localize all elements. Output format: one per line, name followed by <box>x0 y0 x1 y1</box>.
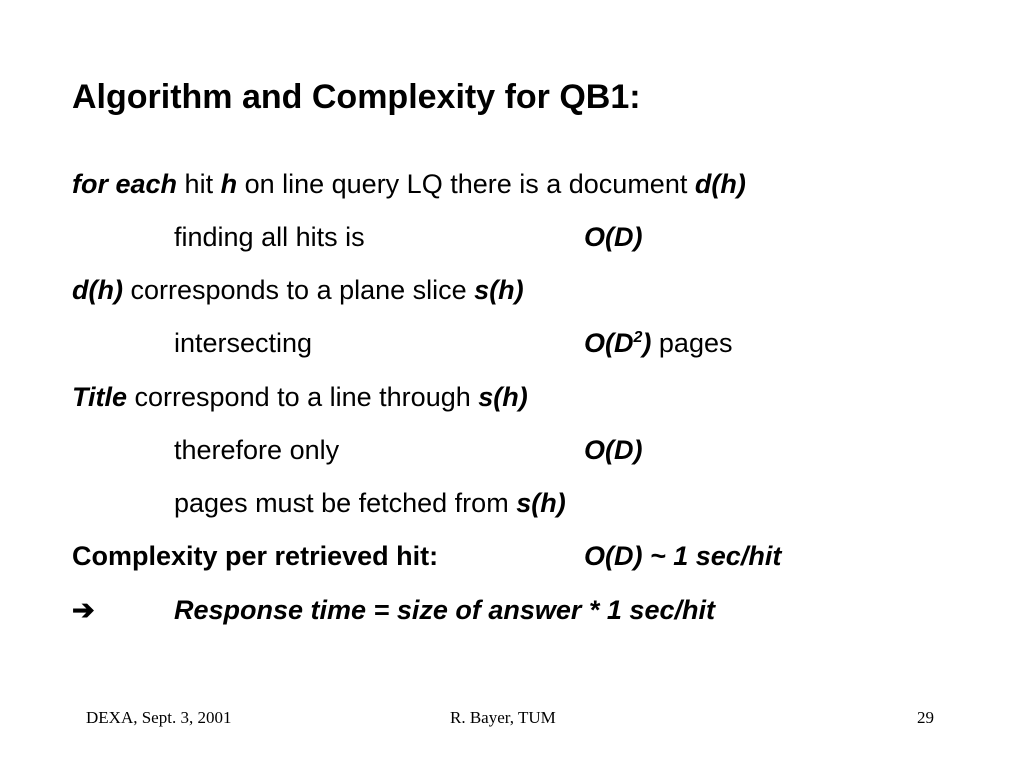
line-intersecting: intersecting <box>174 328 313 358</box>
line-response-time: Response time = size of answer * 1 sec/hit <box>174 595 715 625</box>
line-for-each: for each hit h on line query LQ there is a document d(h) <box>72 169 746 199</box>
line-title-correspond: Title correspond to a line through s(h) <box>72 382 528 412</box>
intersecting-complexity: $O(D^2)$ pages <box>584 328 733 358</box>
page-number: 29 <box>917 708 934 727</box>
for-each-text: for each <box>72 169 178 199</box>
line-plane-slice: d(h) corresponds to a plane slice s(h) <box>72 275 524 305</box>
footer-author: R. Bayer, TUM <box>450 708 556 727</box>
line-pages-fetched: pages must be fetched from s(h) <box>174 488 566 518</box>
complexity-per-hit-value: O(D) ~ 1 sec/hit <box>584 541 782 571</box>
line-complexity-per-hit: Complexity per retrieved hit: <box>72 541 439 571</box>
line-finding-hits: finding all hits is <box>174 222 365 252</box>
finding-hits-complexity: O(D) <box>584 222 643 252</box>
slide-title: Algorithm and Complexity for QB1: <box>72 78 641 116</box>
line-therefore-only: therefore only <box>174 435 340 465</box>
right-arrow-icon: ➔ <box>72 595 95 625</box>
therefore-complexity: O(D) <box>584 435 643 465</box>
footer-date: DEXA, Sept. 3, 2001 <box>86 708 232 727</box>
